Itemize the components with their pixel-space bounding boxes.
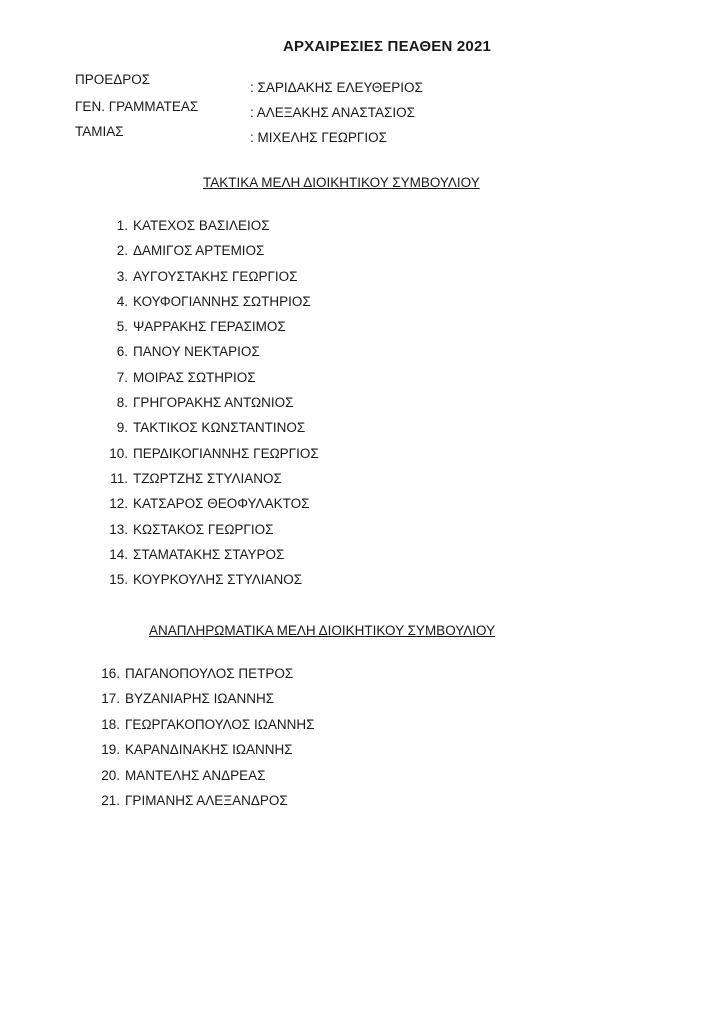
officer-role: ΓΕΝ. ΓΡΑΜΜΑΤΕΑΣ xyxy=(75,99,199,114)
officer-role: ΠΡΟΕΔΡΟΣ xyxy=(75,72,151,87)
item-number: 11. xyxy=(110,470,128,486)
item-number: 5. xyxy=(116,319,128,335)
member-name: ΒΥΖΑΝΙΑΡΗΣ ΙΩΑΝΝΗΣ xyxy=(125,691,275,707)
item-number: 14. xyxy=(109,546,128,562)
member-name: ΔΑΜΙΓΟΣ ΑΡΤΕΜΙΟΣ xyxy=(133,243,265,259)
item-number: 16. xyxy=(101,666,120,681)
list-item xyxy=(92,742,314,767)
regular-members-heading: ΤΑΚΤΙΚΑ ΜΕΛΗ ΔΙΟΙΚΗΤΙΚΟΥ ΣΥΜΒΟΥΛΙΟΥ xyxy=(203,175,480,190)
item-number: 19. xyxy=(101,742,120,758)
item-number: 13. xyxy=(109,521,128,537)
item-number: 17. xyxy=(101,691,120,707)
member-name: ΣΤΑΜΑΤΑΚΗΣ ΣΤΑΥΡΟΣ xyxy=(133,546,285,562)
list-item xyxy=(100,572,319,597)
list-item xyxy=(100,370,319,395)
member-name: ΑΥΓΟΥΣΤΑΚΗΣ ΓΕΩΡΓΙΟΣ xyxy=(133,268,298,284)
member-name: ΚΑΡΑΝΔΙΝΑΚΗΣ ΙΩΑΝΝΗΣ xyxy=(125,742,293,758)
member-name: ΠΕΡΔΙΚΟΓΙΑΝΝΗΣ ΓΕΩΡΓΙΟΣ xyxy=(133,445,319,461)
officer-name: : ΑΛΕΞΑΚΗΣ ΑΝΑΣΤΑΣΙΟΣ xyxy=(250,105,415,120)
item-number: 18. xyxy=(101,716,120,732)
member-name: ΠΑΝΟΥ ΝΕΚΤΑΡΙΟΣ xyxy=(133,344,260,360)
list-item xyxy=(100,547,319,572)
list-item xyxy=(100,420,319,445)
item-number: 4. xyxy=(116,293,128,309)
alternate-members-list xyxy=(92,666,314,818)
list-item xyxy=(92,717,314,742)
list-item xyxy=(100,269,319,294)
list-item xyxy=(92,666,314,691)
member-name: ΚΩΣΤΑΚΟΣ ΓΕΩΡΓΙΟΣ xyxy=(133,521,274,537)
officer-row-treasurer xyxy=(0,124,724,144)
list-item xyxy=(92,793,314,818)
item-number: 12. xyxy=(109,496,128,512)
list-item xyxy=(100,218,319,243)
member-name: ΚΑΤΕΧΟΣ ΒΑΣΙΛΕΙΟΣ xyxy=(133,218,270,233)
member-name: ΚΑΤΣΑΡΟΣ ΘΕΟΦΥΛΑΚΤΟΣ xyxy=(133,496,310,512)
list-item xyxy=(100,243,319,268)
member-name: ΜΟΙΡΑΣ ΣΩΤΗΡΙΟΣ xyxy=(133,369,256,385)
item-number: 1. xyxy=(116,218,128,233)
alternate-members-heading: ΑΝΑΠΛΗΡΩΜΑΤΙΚΑ ΜΕΛΗ ΔΙΟΙΚΗΤΙΚΟΥ ΣΥΜΒΟΥΛΙΟΥ xyxy=(149,623,496,638)
member-name: ΚΟΥΦΟΓΙΑΝΝΗΣ ΣΩΤΗΡΙΟΣ xyxy=(133,293,311,309)
item-number: 21. xyxy=(101,792,120,808)
member-name: ΜΑΝΤΕΛΗΣ ΑΝΔΡΕΑΣ xyxy=(125,767,266,783)
list-item xyxy=(100,344,319,369)
list-item xyxy=(100,319,319,344)
member-name: ΓΡΙΜΑΝΗΣ ΑΛΕΞΑΝΔΡΟΣ xyxy=(125,792,288,808)
item-number: 9. xyxy=(116,420,128,436)
list-item xyxy=(100,446,319,471)
item-number: 3. xyxy=(116,268,128,284)
list-item xyxy=(100,471,319,496)
member-name: ΓΡΗΓΟΡΑΚΗΣ ΑΝΤΩΝΙΟΣ xyxy=(133,395,294,411)
member-name: ΠΑΓΑΝΟΠΟΥΛΟΣ ΠΕΤΡΟΣ xyxy=(125,666,294,681)
item-number: 8. xyxy=(116,395,128,411)
item-number: 7. xyxy=(116,369,128,385)
member-name: ΨΑΡΡΑΚΗΣ ΓΕΡΑΣΙΜΟΣ xyxy=(133,319,286,335)
document-title: ΑΡΧΑΙΡΕΣΙΕΣ ΠΕΑΘΕΝ 2021 xyxy=(282,38,492,55)
officer-row-secretary xyxy=(0,99,724,119)
member-name: ΚΟΥΡΚΟΥΛΗΣ ΣΤΥΛΙΑΝΟΣ xyxy=(133,572,303,588)
regular-members-list xyxy=(100,218,319,597)
member-name: ΤΖΩΡΤΖΗΣ ΣΤΥΛΙΑΝΟΣ xyxy=(133,470,282,486)
member-name: ΓΕΩΡΓΑΚΟΠΟΥΛΟΣ ΙΩΑΝΝΗΣ xyxy=(125,716,315,732)
officer-name: : ΣΑΡΙΔΑΚΗΣ ΕΛΕΥΘΕΡΙΟΣ xyxy=(250,80,423,95)
officer-name: : ΜΙΧΕΛΗΣ ΓΕΩΡΓΙΟΣ xyxy=(250,130,387,145)
list-item xyxy=(92,691,314,716)
item-number: 20. xyxy=(101,767,120,783)
item-number: 2. xyxy=(116,243,128,259)
item-number: 6. xyxy=(116,344,128,360)
member-name: ΤΑΚΤΙΚΟΣ ΚΩΝΣΤΑΝΤΙΝΟΣ xyxy=(133,420,306,436)
list-item xyxy=(100,522,319,547)
officer-role: ΤΑΜΙΑΣ xyxy=(75,124,124,139)
item-number: 10. xyxy=(109,445,128,461)
list-item xyxy=(100,294,319,319)
list-item xyxy=(92,768,314,793)
list-item xyxy=(100,496,319,521)
list-item xyxy=(100,395,319,420)
item-number: 15. xyxy=(109,572,128,588)
officer-row-president xyxy=(0,72,724,95)
